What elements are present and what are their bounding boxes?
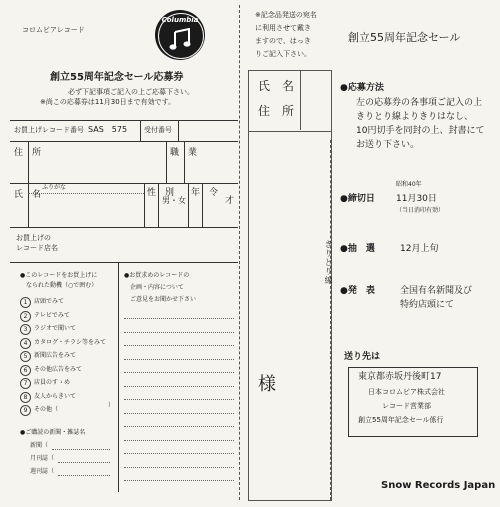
request-line bbox=[124, 413, 234, 414]
send-address-line: レコード営業部 bbox=[382, 402, 431, 410]
method-line: きりとり線よりきりはなし、 bbox=[356, 112, 474, 122]
logo-text: Columbia bbox=[161, 16, 199, 24]
motive-number[interactable]: 5 bbox=[20, 351, 31, 362]
watermark: Snow Records Japan bbox=[381, 480, 496, 491]
motive-text: テレビでみて bbox=[34, 311, 70, 319]
motive-text: 店員のすゝめ bbox=[34, 379, 71, 386]
send-to-label: 送り先は bbox=[344, 352, 381, 362]
method-title: ●応募方法 bbox=[340, 83, 384, 93]
request-line bbox=[124, 467, 234, 468]
gender-options: 男・女 bbox=[162, 196, 186, 205]
motive-close: ） bbox=[108, 402, 115, 409]
envelope-note-3: ますので、はっき bbox=[255, 37, 311, 45]
columbia-logo bbox=[155, 10, 205, 60]
motive-text: カタログ・チラシ等をみて bbox=[34, 338, 107, 346]
motive-text: その他広告をみて bbox=[34, 365, 83, 373]
motive-number[interactable]: 9 bbox=[20, 405, 31, 416]
instruction-2: ※尚この応募券は11月30日まで有効です。 bbox=[40, 98, 176, 106]
deadline-date: 11月30日 bbox=[396, 194, 437, 204]
newspaper-row: 新聞（ bbox=[30, 442, 49, 449]
address-label: 住 所 bbox=[14, 148, 42, 158]
motive-text: 友人からきいて bbox=[34, 392, 77, 400]
method-line: 左の応募券の各事項ご記入の上 bbox=[356, 98, 483, 108]
coupon-title: 創立55周年記念セール応募券 bbox=[50, 72, 184, 83]
method-line: お送り下さい。 bbox=[356, 140, 420, 150]
method-line: 10円切手を同封の上、封書にて bbox=[356, 126, 485, 136]
request-line bbox=[124, 426, 234, 427]
motive-number[interactable]: 7 bbox=[20, 378, 31, 389]
announce-line-2: 特約店頭にて bbox=[400, 300, 455, 310]
request-line bbox=[124, 332, 234, 333]
receipt-number-label: 受付番号 bbox=[144, 126, 172, 134]
motive-number[interactable]: 6 bbox=[20, 365, 31, 376]
record-number-value: SAS 575 bbox=[88, 125, 128, 134]
request-line bbox=[124, 480, 234, 481]
lottery-title: ●抽 選 bbox=[340, 244, 375, 254]
music-note-icon bbox=[169, 28, 193, 52]
info-heading: 創立55周年記念セール bbox=[348, 31, 461, 44]
store-label-1: お買上げの bbox=[16, 234, 51, 242]
newspaper-row: 週刊誌（ bbox=[30, 468, 55, 475]
envelope-note-1: ※記念品発送の宛名 bbox=[255, 11, 317, 19]
request-line bbox=[124, 440, 234, 441]
send-address-line: 創立55周年記念セール係行 bbox=[358, 416, 444, 424]
brand-kana: コロムビアレコード bbox=[22, 26, 85, 34]
motive-text: 店頭でみて bbox=[34, 298, 65, 305]
request-line bbox=[124, 399, 234, 400]
motive-number[interactable]: 8 bbox=[20, 392, 31, 403]
motive-text: その他（ bbox=[34, 406, 59, 413]
name-label: 氏 名 bbox=[14, 190, 42, 200]
announce-title: ●発 表 bbox=[340, 286, 375, 296]
motive-number[interactable]: 1 bbox=[20, 297, 31, 308]
request-line bbox=[124, 345, 234, 346]
request-title-2: 企画・内容について bbox=[130, 284, 184, 291]
gender-label: 性 別 bbox=[147, 188, 175, 198]
envelope-label: 氏 名 bbox=[258, 79, 295, 93]
motive-number[interactable]: 2 bbox=[20, 311, 31, 322]
envelope-body bbox=[248, 130, 332, 501]
request-line bbox=[124, 453, 234, 454]
sama-text: 様 bbox=[258, 374, 276, 395]
cut-line bbox=[239, 5, 240, 500]
deadline-year: 昭和40年 bbox=[396, 181, 422, 188]
lottery-date: 12月上旬 bbox=[400, 244, 439, 254]
store-label-2: レコード店名 bbox=[16, 244, 58, 252]
newspaper-title: ●ご購読の新聞・雑誌名 bbox=[20, 429, 86, 436]
envelope-note-4: りご記入下さい。 bbox=[255, 50, 311, 58]
motive-title-2: なられた動機（○で囲む） bbox=[26, 282, 98, 289]
instruction-1: 必ず下記事項ご記入の上ご応募下さい。 bbox=[68, 88, 194, 96]
request-line bbox=[124, 318, 234, 319]
envelope-label: 住 所 bbox=[258, 104, 295, 118]
request-title-3: ご意見をお聞かせ下さい bbox=[130, 296, 197, 303]
record-number-label: お買上げレコード番号 bbox=[14, 126, 84, 134]
send-address-line: 東京都赤坂丹後町17 bbox=[358, 372, 442, 382]
request-title-1: ●お買求めのレコードの bbox=[124, 272, 190, 279]
age-label: 年 令 bbox=[191, 188, 219, 198]
furigana-label: ふりがな bbox=[42, 184, 67, 191]
age-unit: 才 bbox=[225, 196, 235, 206]
occupation-label: 職 業 bbox=[170, 148, 198, 158]
motive-number[interactable]: 3 bbox=[20, 324, 31, 335]
request-line bbox=[124, 359, 234, 360]
cut-line-label: きりとり線 bbox=[324, 240, 333, 285]
motive-text: 新聞広告をみて bbox=[34, 352, 77, 359]
newspaper-row: 月刊誌（ bbox=[30, 455, 55, 462]
request-line bbox=[124, 386, 234, 387]
send-address-line: 日本コロムビア株式会社 bbox=[368, 388, 445, 396]
announce-line-1: 全国有名新聞及び bbox=[400, 286, 473, 296]
motive-number[interactable]: 4 bbox=[20, 338, 31, 349]
deadline-title: ●締切日 bbox=[340, 194, 375, 204]
motive-title-1: ●このレコードをお買上げに bbox=[20, 272, 98, 279]
deadline-note: （当日消印有効） bbox=[396, 207, 445, 214]
motive-text: ラジオで聞いて bbox=[34, 325, 77, 332]
envelope-note-2: に利用させて戴き bbox=[255, 24, 311, 32]
request-line bbox=[124, 372, 234, 373]
